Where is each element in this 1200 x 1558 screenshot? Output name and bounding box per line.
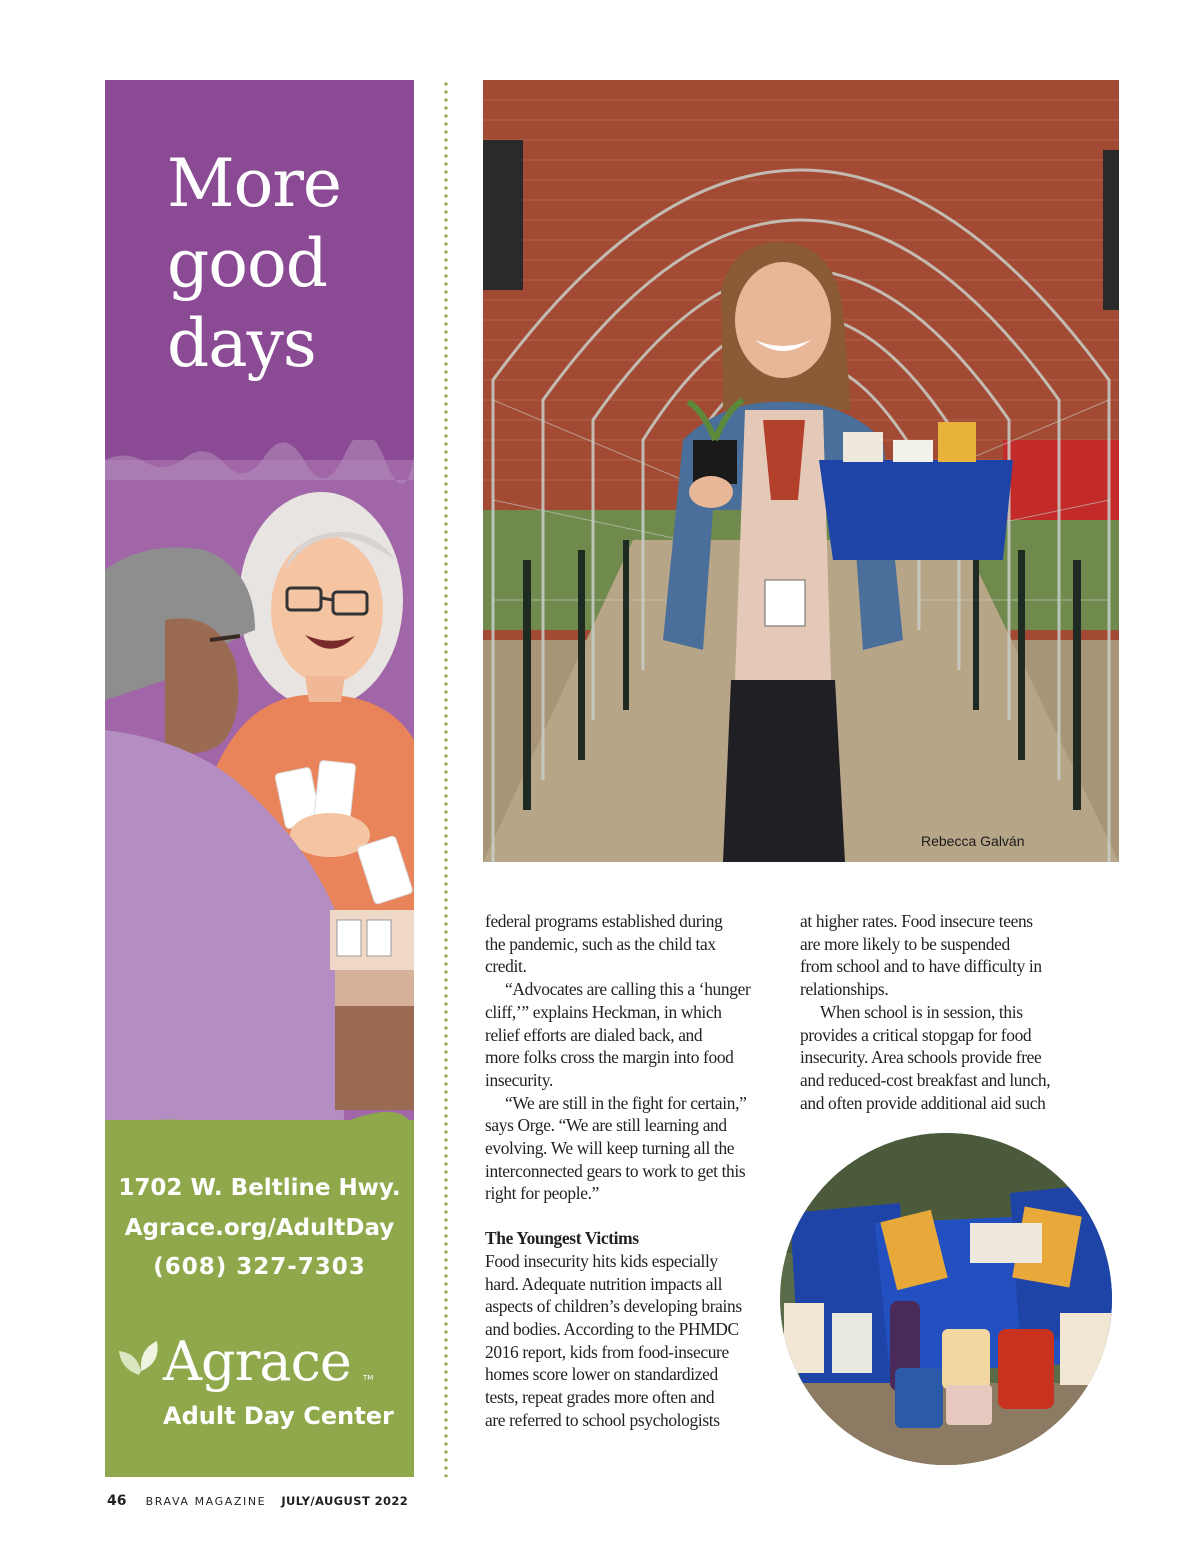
text-line: Food insecurity hits kids especially xyxy=(485,1250,718,1271)
text-line: and reduced-cost breakfast and lunch, xyxy=(800,1069,1051,1090)
magazine-name: BRAVA MAGAZINE xyxy=(145,1495,267,1508)
text-line: When school is in session, this xyxy=(820,1001,1023,1022)
text-line: more folks cross the margin into food xyxy=(485,1047,734,1068)
ad-headline-line-3: days xyxy=(167,305,316,382)
ad-headline-line-1: More xyxy=(167,145,341,222)
text-line: cliff,’” explains Heckman, in which xyxy=(485,1001,722,1022)
text-line: 2016 report, kids from food-insecure xyxy=(485,1341,729,1362)
text-line: credit. xyxy=(485,956,527,977)
text-line: says Orge. “We are still learning and xyxy=(485,1115,727,1136)
text-line: aspects of children’s developing brains xyxy=(485,1296,742,1317)
text-line: from school and to have difficulty in xyxy=(800,956,1042,977)
leaf-logo-icon xyxy=(115,1335,163,1383)
logo-subtitle: Adult Day Center xyxy=(163,1402,394,1430)
photo-credit: Rebecca Galván xyxy=(921,833,1025,849)
article-paragraph xyxy=(800,1001,1100,1115)
article-paragraph xyxy=(800,910,1100,1001)
ad-phone: (608) 327-7303 xyxy=(153,1254,366,1280)
article-subheading: The Youngest Victims xyxy=(485,1228,639,1249)
text-line: “Advocates are calling this a ‘hunger xyxy=(505,979,751,1000)
ad-headline-line-2: good xyxy=(167,225,327,302)
text-line: the pandemic, such as the child tax xyxy=(485,933,716,954)
logo-trademark: TM xyxy=(363,1374,374,1382)
text-line: evolving. We will keep turning all the xyxy=(485,1138,735,1159)
ad-website-link[interactable]: Agrace.org/AdultDay xyxy=(124,1215,395,1241)
article-paragraph xyxy=(485,978,785,1092)
ad-headline xyxy=(167,144,407,384)
text-line: provides a critical stopgap for food xyxy=(800,1024,1032,1045)
text-line: and often provide additional aid such xyxy=(800,1092,1046,1113)
ad-address: 1702 W. Beltline Hwy. xyxy=(118,1175,401,1201)
card-players-illustration xyxy=(105,440,414,1140)
agrace-logo: Agrace xyxy=(163,1330,351,1393)
dotted-divider xyxy=(443,80,449,1477)
text-line: insecurity. Area schools provide free xyxy=(800,1047,1042,1068)
advertisement-agrace xyxy=(105,80,414,1477)
text-line: tests, repeat grades more often and xyxy=(485,1387,715,1408)
article-paragraph xyxy=(485,910,785,978)
text-line: are more likely to be suspended xyxy=(800,933,1010,954)
text-line: relationships. xyxy=(800,979,889,1000)
text-line: hard. Adequate nutrition impacts all xyxy=(485,1273,723,1294)
text-line: interconnected gears to work to get this xyxy=(485,1160,746,1181)
text-line: “We are still in the fight for certain,” xyxy=(505,1092,747,1113)
text-line: at higher rates. Food insecure teens xyxy=(800,911,1033,931)
text-line: federal programs established during xyxy=(485,911,723,931)
text-line: and bodies. According to the PHMDC xyxy=(485,1318,739,1339)
article-right-column xyxy=(800,910,1100,1114)
page-footer xyxy=(107,1490,408,1512)
text-line: are referred to school psychologists xyxy=(485,1409,720,1430)
article-paragraph xyxy=(485,1092,785,1206)
article-paragraph xyxy=(485,1250,785,1432)
text-line: relief efforts are dialed back, and xyxy=(485,1024,703,1045)
text-line: right for people.” xyxy=(485,1183,599,1204)
main-photo-woman-in-garden xyxy=(483,80,1119,862)
page-number: 46 xyxy=(107,1493,127,1509)
article-left-column xyxy=(485,910,785,1431)
text-line: insecurity. xyxy=(485,1069,553,1090)
text-line: homes score lower on standardized xyxy=(485,1364,718,1385)
issue-date: JULY/AUGUST 2022 xyxy=(281,1494,409,1508)
food-bags-photo xyxy=(780,1133,1112,1465)
